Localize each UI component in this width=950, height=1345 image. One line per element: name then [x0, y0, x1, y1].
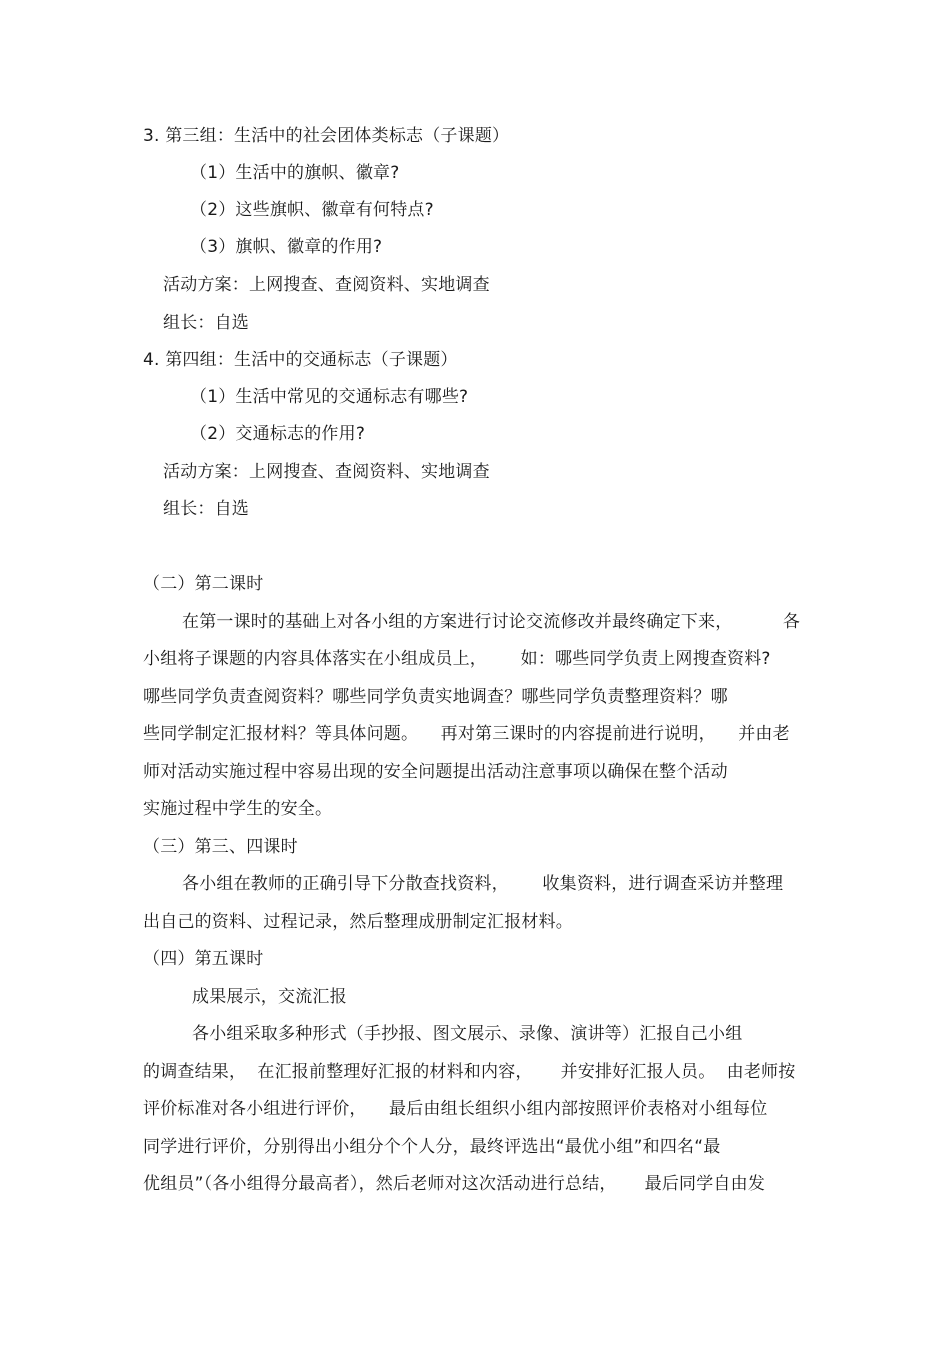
section2-paragraph-line-3: 哪些同学负责查阅资料？哪些同学负责实地调查？哪些同学负责整理资料？哪 — [143, 687, 728, 707]
section4-paragraph-line-2: 的调查结果， 在汇报前整理好汇报的材料和内容， 并安排好汇报人员。 由老师按 — [143, 1062, 796, 1082]
section4-paragraph-line-4: 同学进行评价，分别得出小组分个个人分，最终评选出“最优小组”和四名“最 — [143, 1137, 721, 1157]
section2-paragraph-line-4: 些同学制定汇报材料？等具体问题。 再对第三课时的内容提前进行说明， 并由老 — [143, 724, 790, 744]
group3-leader: 组长：自选 — [163, 313, 249, 333]
section2-paragraph-line-1: 在第一课时的基础上对各小组的方案进行讨论交流修改并最终确定下来， 各 — [182, 612, 801, 632]
group4-question-1: （1）生活中常见的交通标志有哪些? — [190, 387, 469, 407]
section4-subheading: 成果展示，交流汇报 — [192, 987, 347, 1007]
group4-question-2: （2）交通标志的作用? — [190, 424, 366, 444]
group3-plan: 活动方案：上网搜查、查阅资料、实地调查 — [163, 275, 490, 295]
group3-question-2: （2）这些旗帜、徽章有何特点? — [190, 200, 434, 220]
section4-paragraph-line-1: 各小组采取多种形式（手抄报、图文展示、录像、演讲等）汇报自己小组 — [192, 1024, 743, 1044]
group4-plan: 活动方案：上网搜查、查阅资料、实地调查 — [163, 462, 490, 482]
section2-paragraph-line-2: 小组将子课题的内容具体落实在小组成员上， 如：哪些同学负责上网搜查资料? — [143, 649, 771, 669]
group3-heading: 3. 第三组：生活中的社会团体类标志（子课题） — [143, 126, 510, 146]
section-heading-4: （四）第五课时 — [143, 949, 264, 969]
section3-paragraph-line-1: 各小组在教师的正确引导下分散查找资料， 收集资料，进行调查采访并整理 — [182, 874, 784, 894]
group4-heading: 4. 第四组：生活中的交通标志（子课题） — [143, 350, 458, 370]
section4-paragraph-line-5: 优组员”（各小组得分最高者），然后老师对这次活动进行总结， 最后同学自由发 — [143, 1174, 766, 1194]
group3-question-1: （1）生活中的旗帜、徽章? — [190, 163, 400, 183]
section-heading-2: （二）第二课时 — [143, 574, 264, 594]
section2-paragraph-line-5: 师对活动实施过程中容易出现的安全问题提出活动注意事项以确保在整个活动 — [143, 762, 728, 782]
section4-paragraph-line-3: 评价标准对各小组进行评价， 最后由组长组织小组内部按照评价表格对小组每位 — [143, 1099, 768, 1119]
group3-question-3: （3）旗帜、徽章的作用? — [190, 237, 383, 257]
section2-paragraph-line-6: 实施过程中学生的安全。 — [143, 799, 333, 819]
section3-paragraph-line-2: 出自己的资料、过程记录，然后整理成册制定汇报材料。 — [143, 912, 573, 932]
group4-leader: 组长：自选 — [163, 499, 249, 519]
section-heading-3: （三）第三、四课时 — [143, 837, 298, 857]
